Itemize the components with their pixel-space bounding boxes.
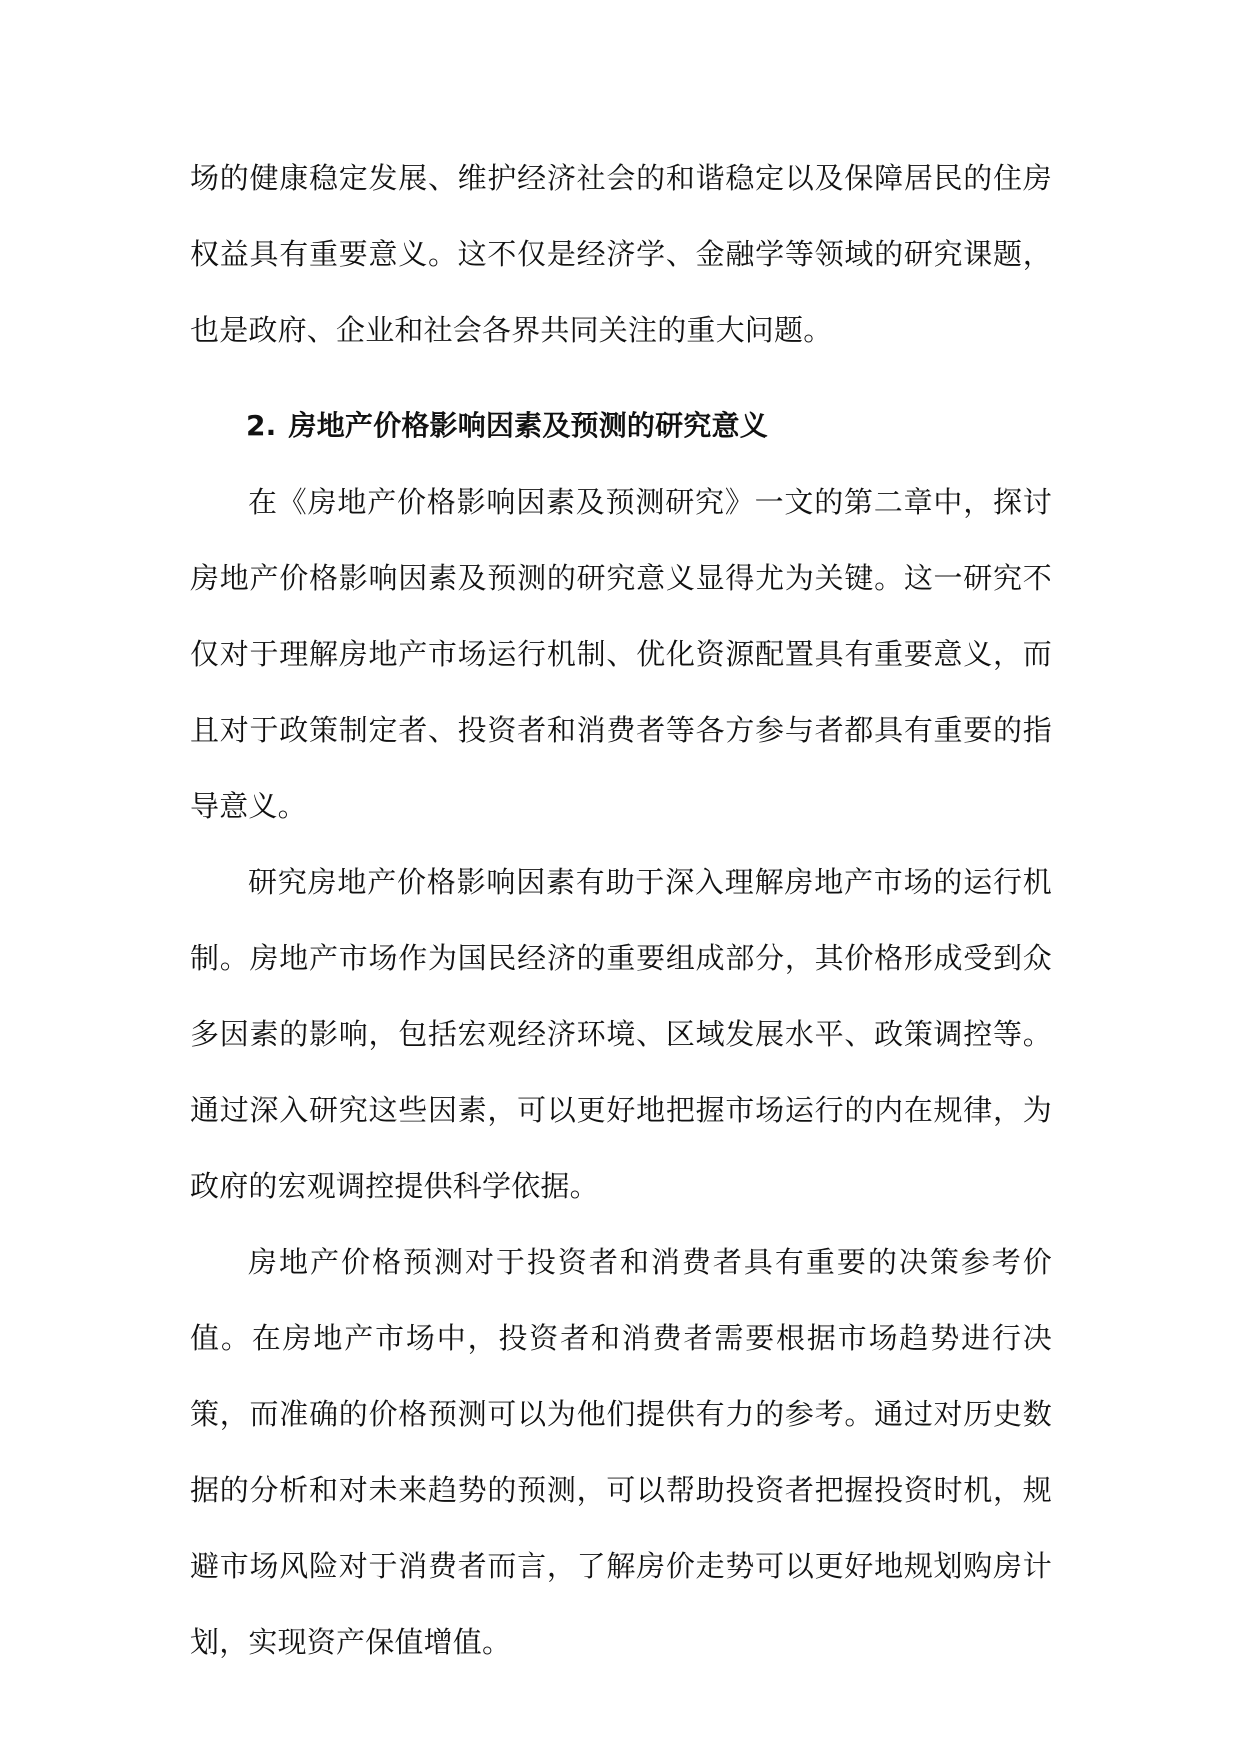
document-body	[190, 140, 1052, 1680]
section-number: 2.	[246, 409, 277, 442]
paragraph-2: 研究房地产价格影响因素有助于深入理解房地产市场的运行机制。房地产市场作为国民经济的重要组成部分，其价格形成受到众多因素的影响，包括宏观经济环境、区域发展水平、政策调控等。通过深入研究这些因素，可以更好地把握市场运行的内在规律，为政府的宏观调控提供科学依据。	[190, 865, 1052, 1203]
paragraph-continued: 场的健康稳定发展、维护经济社会的和谐稳定以及保障居民的住房权益具有重要意义。这不仅是经济学、金融学等领域的研究课题，也是政府、企业和社会各界共同关注的重大问题。	[190, 161, 1052, 347]
section-heading	[190, 388, 1052, 464]
paragraph-3: 房地产价格预测对于投资者和消费者具有重要的决策参考价值。在房地产市场中，投资者和消费者需要根据市场趋势进行决策，而准确的价格预测可以为他们提供有力的参考。通过对历史数据的分析和对未来趋势的预测，可以帮助投资者把握投资时机，规避市场风险对于消费者而言，了解房价走势可以更好地规划购房计划，实现资产保值增值。	[190, 1245, 1052, 1659]
paragraph-1: 在《房地产价格影响因素及预测研究》一文的第二章中，探讨房地产价格影响因素及预测的研究意义显得尤为关键。这一研究不仅对于理解房地产市场运行机制、优化资源配置具有重要意义，而且对于政策制定者、投资者和消费者等各方参与者都具有重要的指导意义。	[190, 485, 1052, 823]
section-title: 房地产价格影响因素及预测的研究意义	[288, 409, 768, 442]
